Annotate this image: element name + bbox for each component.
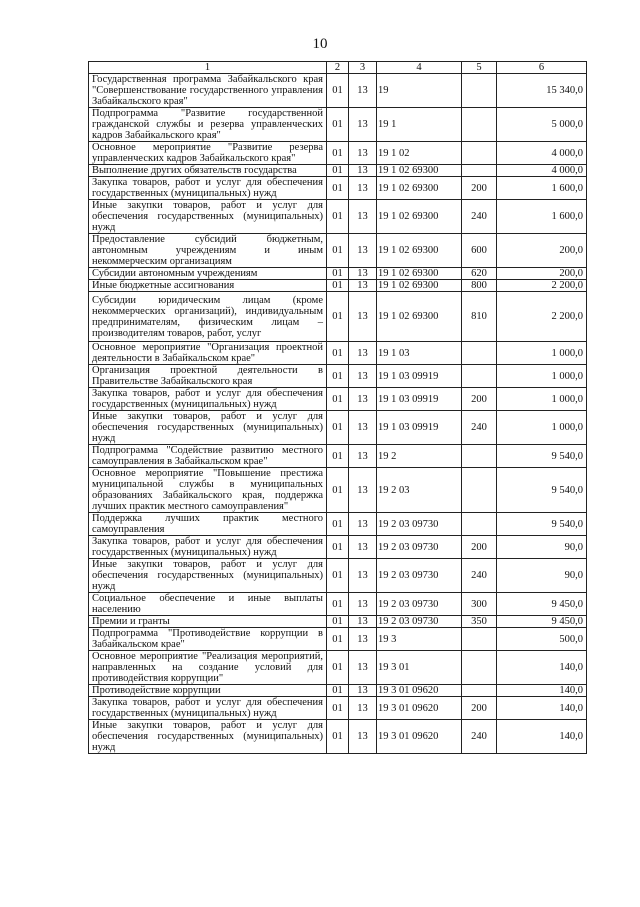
row-name: Иные закупки товаров, работ и услуг для обеспечения государственных (муниципальных) нужд bbox=[89, 200, 327, 234]
row-expense-type bbox=[462, 365, 497, 388]
row-target-code: 19 3 01 09620 bbox=[377, 720, 462, 754]
header-row bbox=[89, 62, 587, 74]
row-section: 01 bbox=[327, 468, 349, 513]
row-subsection: 13 bbox=[349, 720, 377, 754]
row-amount: 9 450,0 bbox=[497, 616, 587, 628]
row-section: 01 bbox=[327, 365, 349, 388]
row-subsection: 13 bbox=[349, 536, 377, 559]
row-amount: 9 450,0 bbox=[497, 593, 587, 616]
row-expense-type: 200 bbox=[462, 536, 497, 559]
row-amount: 1 600,0 bbox=[497, 177, 587, 200]
row-section: 01 bbox=[327, 697, 349, 720]
row-expense-type: 600 bbox=[462, 234, 497, 268]
row-subsection: 13 bbox=[349, 685, 377, 697]
row-subsection: 13 bbox=[349, 513, 377, 536]
row-name: Иные закупки товаров, работ и услуг для обеспечения государственных (муниципальных) нужд bbox=[89, 559, 327, 593]
row-target-code: 19 1 02 69300 bbox=[377, 234, 462, 268]
row-subsection: 13 bbox=[349, 411, 377, 445]
row-amount: 1 600,0 bbox=[497, 200, 587, 234]
row-target-code: 19 2 03 09730 bbox=[377, 616, 462, 628]
row-name: Закупка товаров, работ и услуг для обеспечения государственных (муниципальных) нужд bbox=[89, 388, 327, 411]
row-subsection: 13 bbox=[349, 234, 377, 268]
row-section: 01 bbox=[327, 559, 349, 593]
row-section: 01 bbox=[327, 292, 349, 342]
row-subsection: 13 bbox=[349, 342, 377, 365]
row-name: Субсидии юридическим лицам (кроме некоммерческих организаций), индивидуальным предпринимателям, физическим лицам – производителям товаров, работ, услуг bbox=[89, 292, 327, 342]
table-row bbox=[89, 720, 587, 754]
row-name: Подпрограмма "Содействие развитию местного самоуправления в Забайкальском крае" bbox=[89, 445, 327, 468]
row-subsection: 13 bbox=[349, 292, 377, 342]
row-expense-type: 240 bbox=[462, 200, 497, 234]
table-row bbox=[89, 165, 587, 177]
row-subsection: 13 bbox=[349, 200, 377, 234]
row-name: Выполнение других обязательств государства bbox=[89, 165, 327, 177]
row-section: 01 bbox=[327, 513, 349, 536]
row-expense-type: 300 bbox=[462, 593, 497, 616]
row-target-code: 19 3 01 09620 bbox=[377, 697, 462, 720]
row-expense-type bbox=[462, 513, 497, 536]
row-name: Закупка товаров, работ и услуг для обеспечения государственных (муниципальных) нужд bbox=[89, 536, 327, 559]
row-target-code: 19 2 03 09730 bbox=[377, 593, 462, 616]
row-subsection: 13 bbox=[349, 616, 377, 628]
row-subsection: 13 bbox=[349, 593, 377, 616]
row-name: Основное мероприятие "Развитие резерва управленческих кадров Забайкальского края" bbox=[89, 142, 327, 165]
row-target-code: 19 1 02 69300 bbox=[377, 268, 462, 280]
row-section: 01 bbox=[327, 142, 349, 165]
row-target-code: 19 2 03 09730 bbox=[377, 513, 462, 536]
row-subsection: 13 bbox=[349, 108, 377, 142]
row-expense-type: 200 bbox=[462, 177, 497, 200]
table-row bbox=[89, 411, 587, 445]
row-subsection: 13 bbox=[349, 268, 377, 280]
table-row bbox=[89, 280, 587, 292]
row-amount: 1 000,0 bbox=[497, 365, 587, 388]
row-target-code: 19 1 02 bbox=[377, 142, 462, 165]
row-subsection: 13 bbox=[349, 628, 377, 651]
row-name: Поддержка лучших практик местного самоуправления bbox=[89, 513, 327, 536]
row-subsection: 13 bbox=[349, 142, 377, 165]
row-expense-type: 240 bbox=[462, 559, 497, 593]
table-row bbox=[89, 200, 587, 234]
row-target-code: 19 1 03 bbox=[377, 342, 462, 365]
row-amount: 1 000,0 bbox=[497, 388, 587, 411]
table-row bbox=[89, 268, 587, 280]
row-expense-type bbox=[462, 108, 497, 142]
table-row bbox=[89, 685, 587, 697]
row-subsection: 13 bbox=[349, 388, 377, 411]
table-row bbox=[89, 593, 587, 616]
row-amount: 9 540,0 bbox=[497, 445, 587, 468]
row-section: 01 bbox=[327, 200, 349, 234]
row-name: Основное мероприятие "Повышение престижа муниципальной службы в муниципальных образованиях Забайкальского края, поддержка лучших практик местного самоуправления" bbox=[89, 468, 327, 513]
row-amount: 15 340,0 bbox=[497, 74, 587, 108]
row-section: 01 bbox=[327, 234, 349, 268]
row-expense-type: 350 bbox=[462, 616, 497, 628]
table-row bbox=[89, 651, 587, 685]
row-name: Премии и гранты bbox=[89, 616, 327, 628]
budget-table bbox=[88, 61, 587, 754]
table-row bbox=[89, 292, 587, 342]
table-row bbox=[89, 628, 587, 651]
row-expense-type bbox=[462, 74, 497, 108]
row-amount: 140,0 bbox=[497, 720, 587, 754]
table-row bbox=[89, 234, 587, 268]
row-section: 01 bbox=[327, 165, 349, 177]
row-name: Социальное обеспечение и иные выплаты населению bbox=[89, 593, 327, 616]
row-section: 01 bbox=[327, 74, 349, 108]
table-row bbox=[89, 697, 587, 720]
row-amount: 500,0 bbox=[497, 628, 587, 651]
table-row bbox=[89, 513, 587, 536]
row-name: Государственная программа Забайкальского края "Совершенствование государственного управления Забайкальского края" bbox=[89, 74, 327, 108]
row-section: 01 bbox=[327, 280, 349, 292]
header-col-6: 6 bbox=[497, 62, 587, 74]
row-subsection: 13 bbox=[349, 697, 377, 720]
row-name: Закупка товаров, работ и услуг для обеспечения государственных (муниципальных) нужд bbox=[89, 177, 327, 200]
row-expense-type bbox=[462, 342, 497, 365]
row-amount: 200,0 bbox=[497, 234, 587, 268]
row-name: Иные закупки товаров, работ и услуг для обеспечения государственных (муниципальных) нужд bbox=[89, 411, 327, 445]
row-subsection: 13 bbox=[349, 165, 377, 177]
table-row bbox=[89, 616, 587, 628]
row-expense-type bbox=[462, 468, 497, 513]
table-row bbox=[89, 559, 587, 593]
row-name: Организация проектной деятельности в Правительстве Забайкальского края bbox=[89, 365, 327, 388]
row-target-code: 19 2 03 bbox=[377, 468, 462, 513]
row-name: Предоставление субсидий бюджетным, автономным учреждениям и иным некоммерческим организациям bbox=[89, 234, 327, 268]
row-subsection: 13 bbox=[349, 177, 377, 200]
header-col-4: 4 bbox=[377, 62, 462, 74]
row-section: 01 bbox=[327, 685, 349, 697]
row-expense-type bbox=[462, 445, 497, 468]
row-name: Иные закупки товаров, работ и услуг для обеспечения государственных (муниципальных) нужд bbox=[89, 720, 327, 754]
row-amount: 140,0 bbox=[497, 651, 587, 685]
row-subsection: 13 bbox=[349, 365, 377, 388]
header-col-1: 1 bbox=[89, 62, 327, 74]
row-amount: 140,0 bbox=[497, 685, 587, 697]
row-name: Противодействие коррупции bbox=[89, 685, 327, 697]
row-subsection: 13 bbox=[349, 559, 377, 593]
table-row bbox=[89, 445, 587, 468]
row-expense-type bbox=[462, 685, 497, 697]
row-section: 01 bbox=[327, 628, 349, 651]
table-row bbox=[89, 142, 587, 165]
row-expense-type: 200 bbox=[462, 388, 497, 411]
row-expense-type: 200 bbox=[462, 697, 497, 720]
row-target-code: 19 1 03 09919 bbox=[377, 411, 462, 445]
table-row bbox=[89, 177, 587, 200]
header-col-3: 3 bbox=[349, 62, 377, 74]
row-expense-type: 800 bbox=[462, 280, 497, 292]
row-expense-type: 620 bbox=[462, 268, 497, 280]
row-target-code: 19 3 01 09620 bbox=[377, 685, 462, 697]
table-row bbox=[89, 365, 587, 388]
row-section: 01 bbox=[327, 411, 349, 445]
row-expense-type bbox=[462, 651, 497, 685]
row-section: 01 bbox=[327, 720, 349, 754]
row-expense-type: 240 bbox=[462, 411, 497, 445]
row-section: 01 bbox=[327, 445, 349, 468]
row-target-code: 19 2 03 09730 bbox=[377, 536, 462, 559]
row-name: Подпрограмма "Противодействие коррупции в Забайкальском крае" bbox=[89, 628, 327, 651]
row-subsection: 13 bbox=[349, 280, 377, 292]
row-expense-type bbox=[462, 142, 497, 165]
row-target-code: 19 3 01 bbox=[377, 651, 462, 685]
row-expense-type: 240 bbox=[462, 720, 497, 754]
row-name: Иные бюджетные ассигнования bbox=[89, 280, 327, 292]
row-expense-type bbox=[462, 628, 497, 651]
row-target-code: 19 3 bbox=[377, 628, 462, 651]
row-section: 01 bbox=[327, 342, 349, 365]
row-amount: 4 000,0 bbox=[497, 165, 587, 177]
row-target-code: 19 1 02 69300 bbox=[377, 177, 462, 200]
row-subsection: 13 bbox=[349, 74, 377, 108]
row-amount: 140,0 bbox=[497, 697, 587, 720]
row-amount: 5 000,0 bbox=[497, 108, 587, 142]
header-col-2: 2 bbox=[327, 62, 349, 74]
row-section: 01 bbox=[327, 268, 349, 280]
table-row bbox=[89, 388, 587, 411]
row-target-code: 19 1 02 69300 bbox=[377, 200, 462, 234]
row-target-code: 19 1 02 69300 bbox=[377, 165, 462, 177]
row-name: Субсидии автономным учреждениям bbox=[89, 268, 327, 280]
row-section: 01 bbox=[327, 177, 349, 200]
table-row bbox=[89, 468, 587, 513]
header-col-5: 5 bbox=[462, 62, 497, 74]
row-amount: 1 000,0 bbox=[497, 411, 587, 445]
row-amount: 9 540,0 bbox=[497, 513, 587, 536]
table-row bbox=[89, 342, 587, 365]
row-amount: 200,0 bbox=[497, 268, 587, 280]
row-section: 01 bbox=[327, 616, 349, 628]
row-amount: 2 200,0 bbox=[497, 280, 587, 292]
row-name: Основное мероприятие "Реализация мероприятий, направленных на создание условий для противодействия коррупции" bbox=[89, 651, 327, 685]
row-section: 01 bbox=[327, 108, 349, 142]
row-expense-type: 810 bbox=[462, 292, 497, 342]
table-row bbox=[89, 74, 587, 108]
row-section: 01 bbox=[327, 651, 349, 685]
page-number: 10 bbox=[312, 36, 328, 52]
row-expense-type bbox=[462, 165, 497, 177]
row-target-code: 19 1 02 69300 bbox=[377, 292, 462, 342]
row-amount: 9 540,0 bbox=[497, 468, 587, 513]
row-target-code: 19 1 bbox=[377, 108, 462, 142]
row-target-code: 19 bbox=[377, 74, 462, 108]
row-name: Основное мероприятие "Организация проектной деятельности в Забайкальском крае" bbox=[89, 342, 327, 365]
row-subsection: 13 bbox=[349, 651, 377, 685]
row-target-code: 19 2 03 09730 bbox=[377, 559, 462, 593]
row-amount: 1 000,0 bbox=[497, 342, 587, 365]
row-target-code: 19 1 03 09919 bbox=[377, 388, 462, 411]
table-row bbox=[89, 536, 587, 559]
row-amount: 4 000,0 bbox=[497, 142, 587, 165]
table-row bbox=[89, 108, 587, 142]
row-subsection: 13 bbox=[349, 445, 377, 468]
row-section: 01 bbox=[327, 593, 349, 616]
row-target-code: 19 1 02 69300 bbox=[377, 280, 462, 292]
row-target-code: 19 2 bbox=[377, 445, 462, 468]
row-name: Подпрограмма "Развитие государственной гражданской службы и резерва управленческих кадров Забайкальского края" bbox=[89, 108, 327, 142]
row-name: Закупка товаров, работ и услуг для обеспечения государственных (муниципальных) нужд bbox=[89, 697, 327, 720]
row-section: 01 bbox=[327, 388, 349, 411]
row-amount: 2 200,0 bbox=[497, 292, 587, 342]
row-target-code: 19 1 03 09919 bbox=[377, 365, 462, 388]
row-amount: 90,0 bbox=[497, 559, 587, 593]
row-amount: 90,0 bbox=[497, 536, 587, 559]
row-section: 01 bbox=[327, 536, 349, 559]
row-subsection: 13 bbox=[349, 468, 377, 513]
